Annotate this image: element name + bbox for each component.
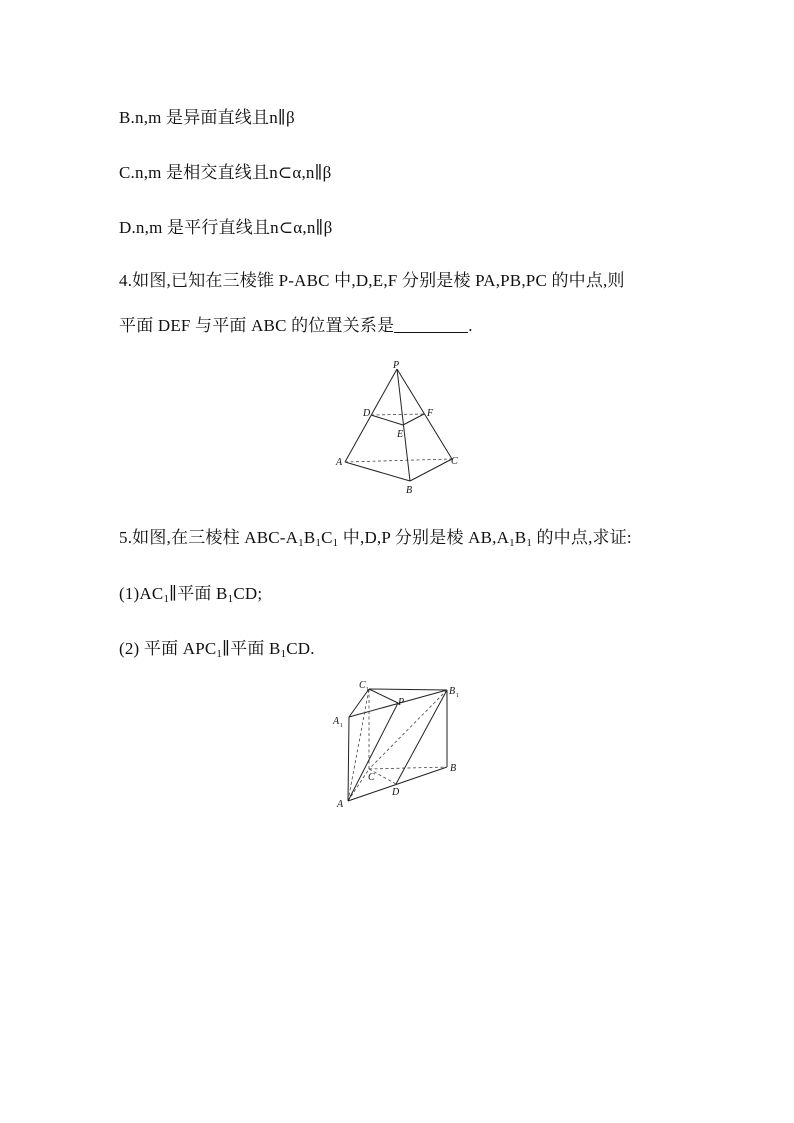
edge-c1b1 [369, 689, 447, 690]
edge-ab [345, 462, 410, 481]
q5-p2-b: ∥平面 B [222, 639, 281, 658]
label-b1: B [449, 686, 456, 697]
pyramid-figure [330, 358, 470, 500]
edge-df [371, 414, 424, 415]
label-b: B [406, 485, 413, 496]
q5-text-e: B [514, 528, 527, 547]
edge-ef [403, 414, 424, 425]
q5-p1-b: ∥平面 B [169, 584, 228, 603]
q5-sub: 1 [163, 593, 170, 605]
answer-blank [394, 317, 468, 333]
q5-sub: 1 [216, 648, 223, 660]
edge-c1p [369, 689, 398, 703]
edge-cb [369, 767, 447, 769]
q5-p2-a: (2) 平面 APC [119, 639, 217, 658]
edge-aa1 [348, 717, 349, 801]
q5-sub: 1 [315, 537, 322, 549]
option-d: D.n,m 是平行直线且n⊂α,n∥β [119, 218, 333, 237]
edge-ac [345, 459, 452, 462]
q4-line-2 [119, 316, 473, 336]
edge-ac1 [348, 689, 369, 801]
label-d: D [392, 787, 400, 798]
label-c1-sub: 1 [366, 687, 369, 693]
q4-line-2-text: 平面 DEF 与平面 ABC 的位置关系是 [119, 316, 395, 335]
q5-sub: 1 [298, 537, 304, 549]
label-b1-sub: 1 [456, 693, 459, 699]
prism-figure [328, 677, 468, 812]
q5-p2-c: CD. [286, 639, 315, 658]
label-b: B [450, 763, 457, 774]
edge-bc [410, 459, 452, 481]
label-c: C [451, 456, 458, 467]
label-c1: C [359, 680, 366, 691]
q5-p1-a: (1)AC [119, 584, 164, 603]
label-a: A [337, 799, 344, 810]
q5-part-2 [119, 639, 315, 659]
q5-sub: 1 [227, 593, 234, 605]
option-b: B.n,m 是异面直线且n∥β [119, 108, 295, 127]
label-a1-sub: 1 [340, 723, 343, 729]
edge-de [371, 415, 403, 425]
q5-text-c: C [321, 528, 333, 547]
q5-sub: 1 [509, 537, 515, 549]
edge-b1c [369, 690, 447, 769]
q4-line-1: 4.如图,已知在三棱锥 P-ABC 中,D,E,F 分别是棱 PA,PB,PC 的中点,则 [119, 271, 625, 290]
q5-sub: 1 [332, 537, 339, 549]
option-c: C.n,m 是相交直线且n⊂α,n∥β [119, 163, 332, 182]
q4-line-2-period: . [468, 316, 473, 335]
label-d: D [363, 408, 371, 419]
q5-text-d: 中,D,P 分别是棱 AB,A [338, 528, 510, 547]
q5-sub: 1 [526, 537, 533, 549]
q5-text-f: 的中点,求证: [532, 528, 632, 547]
q5-part-1 [119, 584, 262, 604]
q5-p1-c: CD; [233, 584, 263, 603]
label-f: F [427, 408, 434, 419]
q5-text-b: B [303, 528, 316, 547]
label-e: E [397, 429, 404, 440]
label-c: C [368, 772, 375, 783]
q5-sub: 1 [280, 648, 287, 660]
q5-text-a: 5.如图,在三棱柱 ABC-A [119, 528, 299, 547]
edge-ac [348, 769, 369, 801]
label-p: P [398, 697, 405, 708]
label-p: P [393, 360, 400, 371]
q5-line-1 [119, 528, 632, 548]
label-a: A [336, 457, 343, 468]
label-a1: A [333, 716, 340, 727]
